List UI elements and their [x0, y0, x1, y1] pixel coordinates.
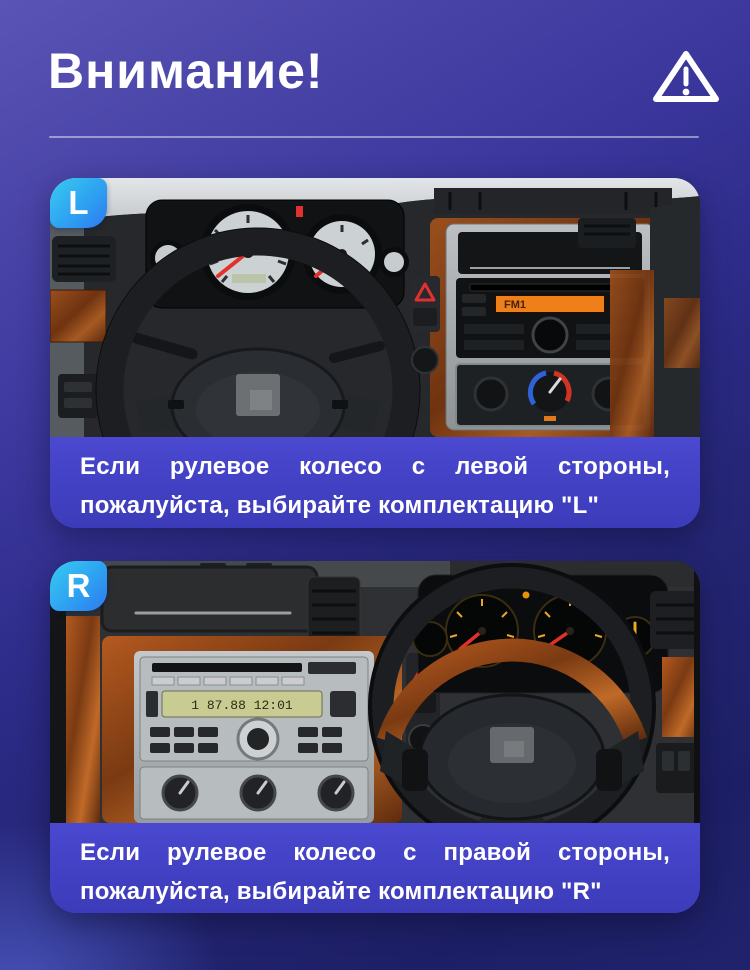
photo-right-hand-drive-dashboard — [50, 561, 700, 823]
card-right-hand-drive — [50, 561, 700, 913]
dashboard-rhd-illustration — [50, 561, 700, 823]
radio-display-text: FM1 — [504, 299, 526, 311]
warning-triangle-icon — [650, 48, 722, 106]
header-divider — [49, 136, 699, 138]
storage-lid — [102, 567, 317, 631]
radio-lcd-text: 1 87.88 12:01 — [191, 698, 293, 713]
badge-l-label: L — [68, 184, 89, 221]
badge-l — [50, 178, 107, 228]
dashboard-lhd-illustration — [50, 178, 700, 437]
radio-unit — [140, 657, 368, 761]
hazard-button — [410, 276, 440, 373]
card-left-hand-drive — [50, 178, 700, 528]
caption-right-hand-drive — [50, 823, 700, 913]
caption-right-text: Если рулевое колесо с правой стороны, пожалуйста, выбирайте комплектацию "R" — [80, 839, 670, 905]
climate-panel — [140, 767, 368, 819]
fan-knob — [475, 378, 507, 410]
page-title: Внимание! — [48, 43, 324, 99]
cd-slot — [152, 663, 302, 672]
wood-trim-right — [610, 270, 654, 437]
wood-trim-left — [50, 290, 106, 342]
volume-knob — [533, 318, 567, 352]
wheel-buttons-right — [596, 749, 622, 791]
center-stack — [102, 636, 402, 823]
cd-slot — [470, 284, 630, 291]
badge-r-label: R — [66, 567, 91, 604]
caption-left-text: Если рулевое колесо с левой стороны, пожалуйста, выбирайте комплектацию "L" — [80, 453, 670, 519]
wheel-buttons-left — [402, 749, 428, 791]
wood-trim-left — [66, 616, 100, 823]
photo-left-hand-drive-dashboard — [50, 178, 700, 437]
badge-r — [50, 561, 107, 611]
caption-left-hand-drive — [50, 437, 700, 528]
